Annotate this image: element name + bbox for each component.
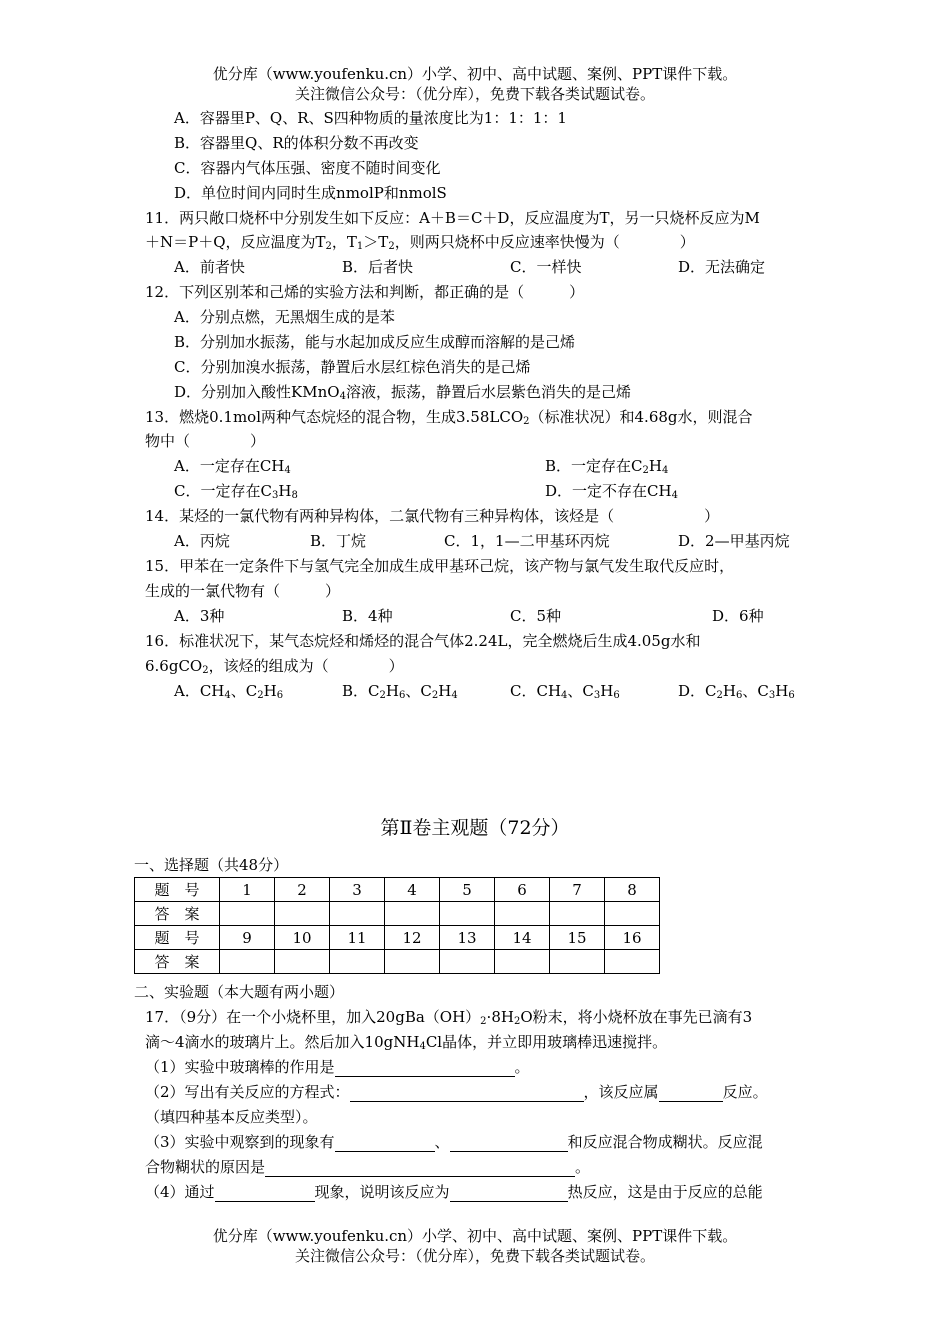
q10-option-b: B．容器里Q、R的体积分数不再改变 [174,134,419,152]
table-row [135,902,660,926]
answer-cell[interactable] [220,950,275,974]
footer-line-2: 关注微信公众号：（优分库），免费下载各类试题试卷。 [294,1247,655,1265]
answer-cell[interactable] [550,950,605,974]
q13-option-c: C．一定存在$C_3H_8$ [174,482,298,501]
q15-option-a: A．3种 [174,607,225,625]
footer-line-1: 优分库（www.youfenku.cn）小学、初中、高中试题、案例、PPT课件下载。 [212,1227,738,1245]
table-row [135,950,660,974]
num-cell: 15 [550,926,605,950]
q17-sub1: （1）实验中玻璃棒的作用是 。 [145,1058,530,1076]
q15-stem-line-1: 15．甲苯在一定条件下与氢气完全加成生成甲基环己烷，该产物与氯气发生取代反应时， [145,557,735,575]
q14-option-d: D．2—甲基丙烷 [678,532,790,550]
fill-blank[interactable] [335,1135,435,1152]
ans-label-cell: 答 案 [135,950,220,974]
num-label-cell: 题 号 [135,878,220,902]
q17-sub2: （2）写出有关反应的方程式： ，该反应属 反应。 [145,1083,768,1101]
answer-cell[interactable] [440,902,495,926]
q16-option-b: B．$C_2H_6$、$C_2H_4$ [342,682,458,701]
section-title: 第Ⅱ卷主观题（72分） [380,817,570,839]
q13-stem-line-1: 13．燃烧0.1mol两种气态烷烃的混合物，生成$3.58LCO_2$（标准状况）和4.68g水，则混合 [145,408,753,427]
answer-cell[interactable] [330,902,385,926]
num-cell: 10 [275,926,330,950]
q17-sub3-line-2: 合物糊状的原因是 。 [145,1158,591,1176]
num-cell: 16 [605,926,660,950]
q10-option-a: A．容器里P、Q、R、S四种物质的量浓度比为1：1：1：1 [174,109,567,127]
q14-option-c: C．1，1—二甲基环丙烷 [444,532,610,550]
q12-option-b: B．分别加水振荡，能与水起加成反应生成醇而溶解的是己烯 [174,333,576,351]
q11-option-d: D．无法确定 [678,258,766,276]
answer-cell[interactable] [605,902,660,926]
ans-label-cell: 答 案 [135,902,220,926]
q15-option-d: D．6种 [712,607,764,625]
q17-stem-line-2: 滴～4滴水的玻璃片上。然后加入10gNH$_4$Cl晶体，并立即用玻璃棒迅速搅拌。 [145,1033,668,1052]
answer-cell[interactable] [495,950,550,974]
q17-sub4: （4）通过 现象，说明该反应为 热反应，这是由于反应的总能 [145,1183,763,1201]
fill-blank[interactable] [265,1160,575,1177]
num-cell: 5 [440,878,495,902]
q14-stem: 14．某烃的一氯代物有两种异构体，二氯代物有三种异构体，该烃是（ ） [145,507,720,525]
q12-stem: 12．下列区别苯和己烯的实验方法和判断，都正确的是（ ） [145,283,585,301]
q11-stem-line-2: ＋N＝P＋Q，反应温度为$T_2$，$T_1>T_2$，则两只烧杯中反应速率快慢为（ ） [145,233,695,252]
answer-cell[interactable] [275,950,330,974]
answer-cell[interactable] [385,950,440,974]
num-cell: 11 [330,926,385,950]
fill-blank[interactable] [659,1085,723,1102]
header-line-1: 优分库（www.youfenku.cn）小学、初中、高中试题、案例、PPT课件下载。 [212,65,738,83]
answer-cell[interactable] [440,950,495,974]
answer-cell[interactable] [330,950,385,974]
part2-heading: 二、实验题（本大题有两小题） [134,983,345,1001]
num-cell: 12 [385,926,440,950]
q17-sub3: （3）实验中观察到的现象有 、 和反应混合物成糊状。反应混 [145,1133,763,1151]
num-cell: 13 [440,926,495,950]
num-cell: 14 [495,926,550,950]
answer-cell[interactable] [220,902,275,926]
q12-option-d: D．分别加入酸性KMnO$_4$溶液，振荡，静置后水层紫色消失的是己烯 [174,383,631,402]
q12-option-a: A．分别点燃，无黑烟生成的是苯 [174,308,395,326]
answer-cell[interactable] [550,902,605,926]
num-cell: 7 [550,878,605,902]
q10-option-c: C．容器内气体压强、密度不随时间变化 [174,159,441,177]
num-cell: 4 [385,878,440,902]
answer-cell[interactable] [495,902,550,926]
answer-cell[interactable] [385,902,440,926]
q11-option-b: B．后者快 [342,258,414,276]
num-cell: 3 [330,878,385,902]
q16-option-c: C．$CH_4$、$C_3H_6$ [510,682,620,701]
q15-stem-line-2: 生成的一氯代物有（ ） [145,582,341,600]
fill-blank[interactable] [335,1060,515,1077]
q16-stem-line-2: 6.6gCO$_2$，该烃的组成为（ ） [145,657,404,676]
q14-option-a: A．丙烷 [174,532,230,550]
q12-option-c: C．分别加溴水振荡，静置后水层红棕色消失的是己烯 [174,358,531,376]
header-line-2: 关注微信公众号：（优分库），免费下载各类试题试卷。 [294,85,655,103]
table-row [135,878,660,902]
q17-stem-line-1: 17．（9分）在一个小烧杯里，加入$20gBa(OH)_2\cdot 8H_2O$粉末，将小烧杯放在事先已滴有3 [145,1008,753,1027]
num-cell: 2 [275,878,330,902]
q16-option-d: D．$C_2H_6$、$C_3H_6$ [678,682,795,701]
q13-option-a: A．一定存在$CH_4$ [174,457,291,476]
fill-blank[interactable] [450,1185,568,1202]
fill-blank[interactable] [450,1135,568,1152]
num-cell: 1 [220,878,275,902]
num-cell: 8 [605,878,660,902]
q17-sub2-line-2: （填四种基本反应类型）。 [145,1108,318,1126]
part1-heading: 一、选择题（共48分） [134,856,289,874]
q11-stem-line-1: 11．两只敞口烧杯中分别发生如下反应：A＋B＝C＋D，反应温度为T，另一只烧杯反应为M [145,209,760,227]
q16-option-a: A．$CH_4$、$C_2H_6$ [174,682,284,701]
fill-blank[interactable] [350,1085,584,1102]
num-cell: 6 [495,878,550,902]
q15-option-b: B．4种 [342,607,393,625]
q11-option-c: C．一样快 [510,258,582,276]
answer-cell[interactable] [275,902,330,926]
table-row [135,926,660,950]
answer-cell[interactable] [605,950,660,974]
q13-stem-line-2: 物中（ ） [145,432,266,450]
num-label-cell: 题 号 [135,926,220,950]
q15-option-c: C．5种 [510,607,562,625]
q13-option-b: B．一定存在$C_2H_4$ [545,457,669,476]
q11-option-a: A．前者快 [174,258,245,276]
q10-option-d: D．单位时间内同时生成nmolP和nmolS [174,184,447,202]
q14-option-b: B．丁烷 [310,532,367,550]
fill-blank[interactable] [215,1185,315,1202]
answer-table [134,877,660,974]
q16-stem-line-1: 16．标准状况下，某气态烷烃和烯烃的混合气体2.24L，完全燃烧后生成4.05g水和 [145,632,701,650]
q13-option-d: D．一定不存在$CH_4$ [545,482,678,501]
num-cell: 9 [220,926,275,950]
